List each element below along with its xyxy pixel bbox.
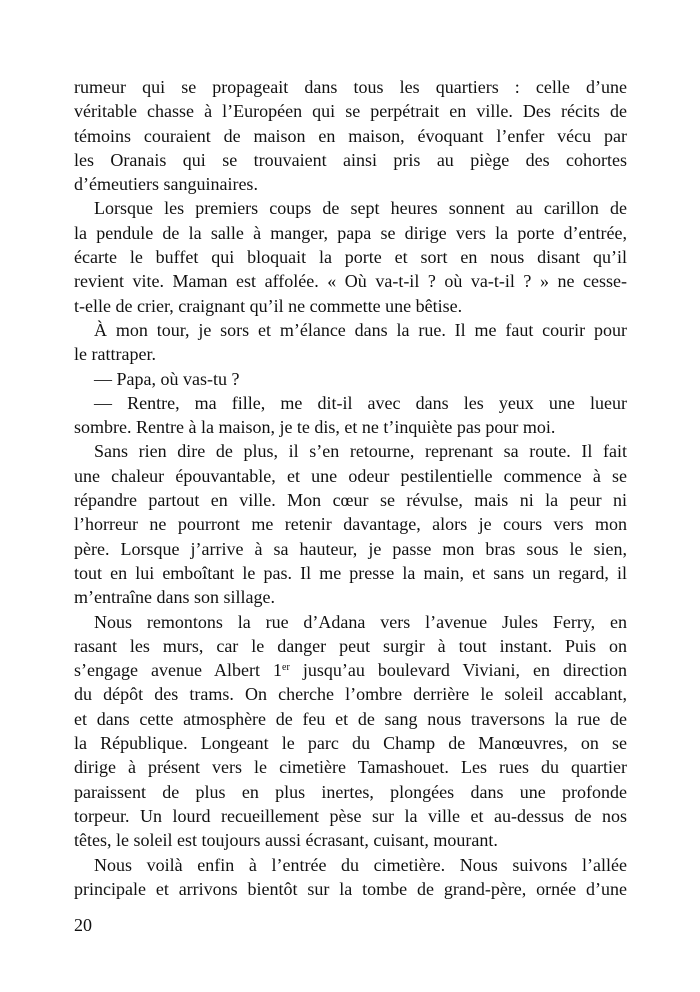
text-line-segment: du dépôt des trams. On cherche l’ombre derrière le soleil accablant, bbox=[74, 684, 627, 705]
text-line-segment: l’horreur ne pourront me retenir davantage, alors je cours vers mon bbox=[74, 514, 627, 535]
text-line-segment: jusqu’au boulevard Viviani, en direction bbox=[289, 660, 627, 681]
text-line bbox=[74, 99, 627, 123]
text-line-segment: têtes, le soleil est toujours aussi écrasant, cuisant, mourant. bbox=[74, 830, 498, 851]
text-line-segment: — Rentre, ma fille, me dit-il avec dans les yeux une lueur bbox=[94, 392, 627, 413]
text-line-segment: — Papa, où vas-tu ? bbox=[94, 368, 240, 389]
text-line bbox=[74, 610, 627, 634]
text-line bbox=[74, 439, 627, 463]
text-line bbox=[74, 537, 627, 561]
text-line-segment: m’entraîne dans son sillage. bbox=[74, 587, 275, 608]
text-line-segment: Nous remontons la rue d’Adana vers l’avenue Jules Ferry, en bbox=[94, 611, 627, 632]
text-line bbox=[74, 464, 627, 488]
text-line bbox=[74, 853, 627, 877]
text-line-segment: dirige à présent vers le cimetière Tamashouet. Les rues du quartier bbox=[74, 757, 627, 778]
text-line bbox=[74, 780, 627, 804]
text-line-segment: rumeur qui se propageait dans tous les quartiers : celle d’une bbox=[74, 77, 627, 97]
text-line-segment: Lorsque les premiers coups de sept heures sonnent au carillon de bbox=[94, 198, 627, 219]
text-line bbox=[74, 245, 627, 269]
text-line bbox=[74, 148, 627, 172]
text-line bbox=[74, 318, 627, 342]
text-line bbox=[74, 634, 627, 658]
text-line-segment: témoins couraient de maison en maison, évoquant l’enfer vécu par bbox=[74, 125, 627, 146]
text-line bbox=[74, 682, 627, 706]
text-line bbox=[74, 561, 627, 585]
text-line bbox=[74, 75, 627, 99]
text-line bbox=[74, 172, 627, 196]
text-line bbox=[74, 755, 627, 779]
text-line-segment: sombre. Rentre à la maison, je te dis, et ne t’inquiète pas pour moi. bbox=[74, 417, 556, 438]
text-line-segment: père. Lorsque j’arrive à sa hauteur, je passe mon bras sous le sien, bbox=[74, 538, 627, 559]
text-line bbox=[74, 828, 627, 852]
text-line-segment: torpeur. Un lourd recueillement pèse sur la ville et au-dessus de nos bbox=[74, 805, 627, 826]
text-line-segment: Sans rien dire de plus, il s’en retourne, reprenant sa route. Il fait bbox=[94, 441, 627, 462]
text-line-segment: rasant les murs, car le danger peut surgir à tout instant. Puis on bbox=[74, 635, 627, 656]
text-line bbox=[74, 342, 627, 366]
text-line bbox=[74, 731, 627, 755]
text-line-segment: répandre partout en ville. Mon cœur se révulse, mais ni la peur ni bbox=[74, 490, 627, 511]
text-line-segment: À mon tour, je sors et m’élance dans la rue. Il me faut courir pour bbox=[94, 319, 627, 340]
superscript: er bbox=[282, 662, 290, 674]
text-line bbox=[74, 488, 627, 512]
text-line bbox=[74, 658, 627, 682]
text-line-segment: principale et arrivons bientôt sur la tombe de grand-père, ornée d’une bbox=[74, 878, 627, 899]
text-line-segment: véritable chasse à l’Européen qui se perpétrait en ville. Des récits de bbox=[74, 101, 627, 122]
text-line-segment: le rattraper. bbox=[74, 344, 156, 365]
text-line bbox=[74, 804, 627, 828]
text-line-segment: la République. Longeant le parc du Champ de Manœuvres, on se bbox=[74, 733, 627, 754]
text-line-segment: t-elle de crier, craignant qu’il ne commette une bêtise. bbox=[74, 295, 463, 316]
text-line-segment: une chaleur épouvantable, et une odeur pestilentielle commence à se bbox=[74, 465, 627, 486]
page-number: 20 bbox=[74, 915, 92, 935]
text-line-segment: la pendule de la salle à manger, papa se dirige vers la porte d’entrée, bbox=[74, 222, 627, 243]
text-line-segment: d’émeutiers sanguinaires. bbox=[74, 174, 258, 195]
text-line bbox=[74, 367, 627, 391]
text-line bbox=[74, 221, 627, 245]
text-line-segment: revient vite. Maman est affolée. « Où va-t-il ? où va-t-il ? » ne cesse- bbox=[74, 271, 627, 292]
text-line bbox=[74, 269, 627, 293]
text-line bbox=[74, 294, 627, 318]
body-text bbox=[74, 75, 627, 901]
text-line bbox=[74, 877, 627, 901]
text-line bbox=[74, 415, 627, 439]
text-line-segment: et dans cette atmosphère de feu et de sang nous traversons la rue de bbox=[74, 708, 627, 729]
text-line-segment: les Oranais qui se trouvaient ainsi pris au piège des cohortes bbox=[74, 149, 627, 170]
text-line bbox=[74, 391, 627, 415]
text-line bbox=[74, 585, 627, 609]
text-line-segment: paraissent de plus en plus inertes, plongées dans une profonde bbox=[74, 781, 627, 802]
text-line bbox=[74, 196, 627, 220]
text-line-segment: tout en lui emboîtant le pas. Il me presse la main, et sans un regard, il bbox=[74, 562, 627, 583]
text-line bbox=[74, 124, 627, 148]
text-line-segment: Nous voilà enfin à l’entrée du cimetière. Nous suivons l’allée bbox=[94, 854, 627, 875]
text-line bbox=[74, 707, 627, 731]
text-line-segment: s’engage avenue Albert 1 bbox=[74, 660, 283, 681]
text-line-segment: écarte le buffet qui bloquait la porte et sort en nous disant qu’il bbox=[74, 247, 627, 268]
text-line bbox=[74, 512, 627, 536]
